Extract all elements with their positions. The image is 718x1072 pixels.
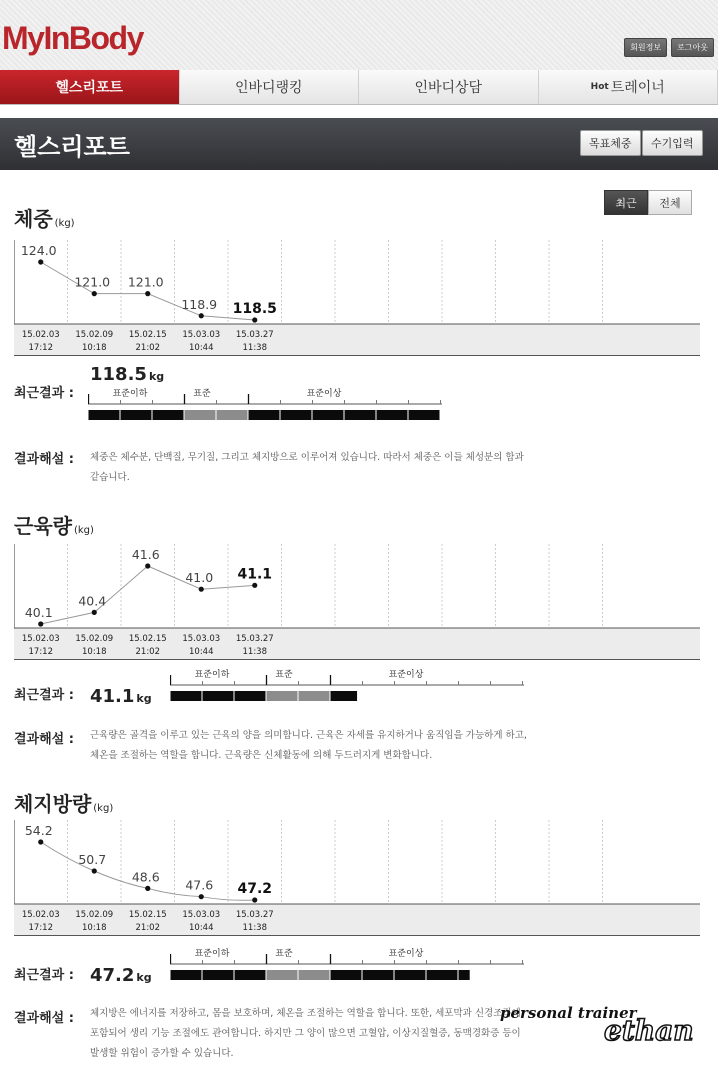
gauge-bar-segment bbox=[331, 691, 358, 701]
data-label: 121.0 bbox=[127, 274, 164, 290]
data-label: 118.5 bbox=[232, 301, 277, 317]
data-point bbox=[252, 317, 257, 322]
gauge-bar-segment bbox=[203, 691, 234, 701]
weight-section-title bbox=[14, 203, 75, 232]
top-header bbox=[0, 0, 718, 70]
x-tick-date: 15.02.09 bbox=[75, 330, 114, 340]
muscle-explain-text: 근육량은 골격을 이루고 있는 근육의 양을 의미합니다. 근육은 자세를 유지하거나 움직임을 가능하게 하고, 체온을 조절하는 역할을 합니다. 근육량은 신체활동에 의해 두드러지게 변화합니다. bbox=[90, 730, 527, 761]
gauge-bar-segment bbox=[363, 970, 394, 980]
period-toggle bbox=[604, 190, 692, 215]
section-title-text: 체지방량 bbox=[14, 792, 92, 816]
x-tick-time: 11:38 bbox=[242, 343, 267, 353]
gauge-bar-segment bbox=[171, 691, 202, 701]
recent-value-number: 41.1 bbox=[90, 686, 135, 707]
gauge-bar-segment bbox=[459, 970, 470, 980]
x-tick-time: 10:18 bbox=[82, 647, 107, 657]
x-tick-time: 17:12 bbox=[28, 343, 53, 353]
tab-trainer[interactable] bbox=[539, 70, 718, 104]
x-tick-time: 10:44 bbox=[189, 343, 214, 353]
fat-explain-text: 체지방은 에너지를 저장하고, 몸을 보호하며, 체온을 조절하는 역할을 합니다. 또한, 세포막과 신경조직에 포함되어 생리 기능 조절에도 관여합니다. 하지만 그 양이 많으면 고혈압, 이상지질혈증, 동맥경화증 등이 발생할 위험이 증가할 수 있습니다. bbox=[90, 1008, 521, 1059]
gauge-range-label: 표준이하 bbox=[194, 949, 230, 959]
data-point bbox=[199, 313, 204, 318]
data-label: 48.6 bbox=[131, 869, 160, 885]
series-line bbox=[41, 262, 255, 320]
x-tick-time: 10:44 bbox=[189, 647, 214, 657]
x-tick-date: 15.02.09 bbox=[75, 634, 114, 644]
muscle-gauge bbox=[170, 665, 526, 711]
muscle-explain-label: 결과해설 : bbox=[14, 732, 74, 747]
gauge-bar-segment bbox=[89, 410, 120, 420]
watermark-line2: ethan bbox=[604, 1014, 694, 1047]
logo[interactable]: MyInBody bbox=[2, 20, 143, 56]
axis-band bbox=[14, 628, 700, 660]
data-label: 54.2 bbox=[24, 823, 53, 838]
period-recent-button[interactable]: 최근 bbox=[604, 190, 648, 215]
gauge-bar-segment bbox=[171, 970, 202, 980]
data-point bbox=[252, 583, 257, 588]
gauge-bar-segment bbox=[299, 970, 330, 980]
line-chart bbox=[14, 544, 700, 660]
x-tick-time: 17:12 bbox=[28, 923, 53, 933]
target-weight-button[interactable]: 목표체중 bbox=[580, 130, 641, 156]
data-point bbox=[252, 897, 257, 902]
data-point bbox=[145, 886, 150, 891]
gauge-bar-segment bbox=[267, 691, 298, 701]
tab-inbody-ranking[interactable] bbox=[180, 70, 360, 104]
fat-explain-label: 결과해설 : bbox=[14, 1011, 74, 1026]
x-tick-time: 21:02 bbox=[135, 343, 160, 353]
x-tick-date: 15.02.03 bbox=[21, 330, 60, 340]
fat-chart bbox=[14, 820, 700, 936]
weight-gauge bbox=[88, 384, 444, 430]
section-unit: (kg) bbox=[54, 218, 75, 229]
gauge-range-label: 표준 bbox=[275, 949, 293, 959]
weight-recent-value bbox=[90, 364, 164, 385]
data-point bbox=[38, 621, 43, 626]
recent-value-unit: kg bbox=[136, 692, 152, 705]
muscle-section-title bbox=[14, 510, 94, 539]
tab-inbody-consult[interactable] bbox=[359, 70, 539, 104]
x-tick-time: 11:38 bbox=[242, 923, 267, 933]
axis-band bbox=[14, 904, 700, 936]
gauge-bar-segment bbox=[331, 970, 362, 980]
title-bar bbox=[0, 118, 718, 170]
x-tick-time: 10:18 bbox=[82, 923, 107, 933]
x-tick-date: 15.02.15 bbox=[128, 330, 167, 340]
main-nav bbox=[0, 70, 718, 105]
logout-link[interactable]: 로그아웃 bbox=[671, 38, 714, 57]
data-point bbox=[38, 259, 43, 264]
data-point bbox=[199, 587, 204, 592]
recent-value-number: 47.2 bbox=[90, 965, 135, 986]
gauge-range-label: 표준이상 bbox=[388, 670, 424, 680]
x-tick-date: 15.02.15 bbox=[128, 910, 167, 920]
x-tick-date: 15.02.03 bbox=[21, 634, 60, 644]
section-title-text: 근육량 bbox=[14, 514, 72, 538]
status-gauge bbox=[170, 665, 526, 707]
data-label: 50.7 bbox=[78, 852, 107, 867]
x-tick-time: 11:38 bbox=[242, 647, 267, 657]
gauge-range-label: 표준 bbox=[275, 670, 293, 680]
period-all-button[interactable]: 전체 bbox=[648, 190, 692, 215]
recent-value-unit: kg bbox=[148, 370, 165, 383]
gauge-range-label: 표준이상 bbox=[306, 389, 342, 399]
gauge-bar-segment bbox=[249, 410, 280, 420]
gauge-bar-segment bbox=[235, 970, 266, 980]
gauge-bar-segment bbox=[313, 410, 344, 420]
gauge-bar-segment bbox=[299, 691, 330, 701]
data-point bbox=[92, 610, 97, 615]
data-label: 40.1 bbox=[24, 605, 53, 620]
gauge-range-label: 표준이하 bbox=[194, 670, 230, 680]
gauge-bar-segment bbox=[153, 410, 184, 420]
x-tick-date: 15.03.03 bbox=[182, 634, 221, 644]
member-info-link[interactable]: 회원정보 bbox=[624, 38, 667, 57]
x-tick-date: 15.02.03 bbox=[21, 910, 60, 920]
data-point bbox=[92, 291, 97, 296]
tab-label: 헬스리포트 bbox=[55, 80, 124, 96]
status-gauge bbox=[170, 944, 526, 986]
section-title-text: 체중 bbox=[14, 207, 53, 231]
fat-section-title bbox=[14, 788, 113, 817]
account-links bbox=[624, 38, 714, 57]
x-tick-date: 15.03.27 bbox=[235, 910, 274, 920]
x-tick-date: 15.03.27 bbox=[235, 634, 274, 644]
weight-explain-label: 결과해설 : bbox=[14, 452, 74, 467]
line-chart bbox=[14, 240, 700, 356]
data-label: 47.6 bbox=[185, 877, 214, 893]
data-label: 124.0 bbox=[20, 243, 57, 258]
data-point bbox=[145, 563, 150, 568]
gauge-bar-segment bbox=[427, 970, 458, 980]
recent-value-number: 118.5 bbox=[90, 364, 147, 385]
x-tick-date: 15.03.27 bbox=[235, 330, 274, 340]
watermark-line1: personal trainer bbox=[500, 1004, 637, 1022]
tab-health-report[interactable] bbox=[0, 70, 180, 104]
x-tick-time: 10:44 bbox=[189, 923, 214, 933]
manual-input-button[interactable]: 수기입력 bbox=[642, 130, 703, 156]
x-tick-time: 21:02 bbox=[135, 923, 160, 933]
gauge-bar-segment bbox=[409, 410, 440, 420]
data-label: 47.2 bbox=[237, 881, 273, 897]
gauge-range-label: 표준 bbox=[193, 389, 211, 399]
x-tick-date: 15.03.03 bbox=[182, 330, 221, 340]
data-label: 40.4 bbox=[78, 593, 107, 609]
muscle-chart bbox=[14, 544, 700, 660]
fat-recent-label: 최근결과 : bbox=[14, 968, 74, 983]
recent-value-unit: kg bbox=[136, 971, 152, 984]
page-title: 헬스리포트 bbox=[14, 133, 130, 161]
fat-recent-value bbox=[90, 965, 152, 986]
gauge-bar-segment bbox=[267, 970, 298, 980]
x-tick-time: 10:18 bbox=[82, 343, 107, 353]
status-gauge bbox=[88, 384, 444, 426]
gauge-bar-segment bbox=[235, 691, 266, 701]
weight-recent-label: 최근결과 : bbox=[14, 386, 74, 401]
gauge-bar-segment bbox=[121, 410, 152, 420]
x-tick-date: 15.03.03 bbox=[182, 910, 221, 920]
data-label: 41.0 bbox=[185, 570, 214, 586]
section-unit: (kg) bbox=[73, 525, 94, 536]
hot-badge: Hot bbox=[590, 82, 609, 92]
gauge-bar-segment bbox=[185, 410, 216, 420]
x-tick-time: 17:12 bbox=[28, 647, 53, 657]
data-label: 121.0 bbox=[74, 274, 111, 290]
muscle-recent-value bbox=[90, 686, 152, 707]
gauge-bar-segment bbox=[281, 410, 312, 420]
data-point bbox=[38, 839, 43, 844]
tab-label: 트레이너 bbox=[610, 80, 665, 96]
series-line bbox=[41, 566, 255, 624]
data-label: 118.9 bbox=[181, 296, 218, 312]
line-chart bbox=[14, 820, 700, 936]
x-tick-date: 15.02.15 bbox=[128, 634, 167, 644]
x-tick-time: 21:02 bbox=[135, 647, 160, 657]
gauge-bar-segment bbox=[217, 410, 248, 420]
weight-explain-text: 체중은 체수분, 단백질, 무기질, 그리고 체지방으로 이루어져 있습니다. 따라서 체중은 이들 체성분의 합과 같습니다. bbox=[90, 452, 524, 483]
weight-chart bbox=[14, 240, 700, 356]
muscle-recent-label: 최근결과 : bbox=[14, 688, 74, 703]
tab-label: 인바디상담 bbox=[414, 80, 483, 96]
data-point bbox=[92, 868, 97, 873]
x-tick-date: 15.02.09 bbox=[75, 910, 114, 920]
data-label: 41.1 bbox=[237, 566, 273, 583]
gauge-bar-segment bbox=[395, 970, 426, 980]
axis-band bbox=[14, 324, 700, 356]
fat-gauge bbox=[170, 944, 526, 990]
gauge-range-label: 표준이하 bbox=[112, 389, 148, 399]
tab-label: 인바디랭킹 bbox=[234, 80, 303, 96]
section-unit: (kg) bbox=[93, 803, 114, 814]
gauge-bar-segment bbox=[377, 410, 408, 420]
gauge-bar-segment bbox=[345, 410, 376, 420]
gauge-bar-segment bbox=[203, 970, 234, 980]
data-point bbox=[145, 291, 150, 296]
data-point bbox=[199, 894, 204, 899]
data-label: 41.6 bbox=[131, 547, 160, 562]
gauge-range-label: 표준이상 bbox=[388, 949, 424, 959]
